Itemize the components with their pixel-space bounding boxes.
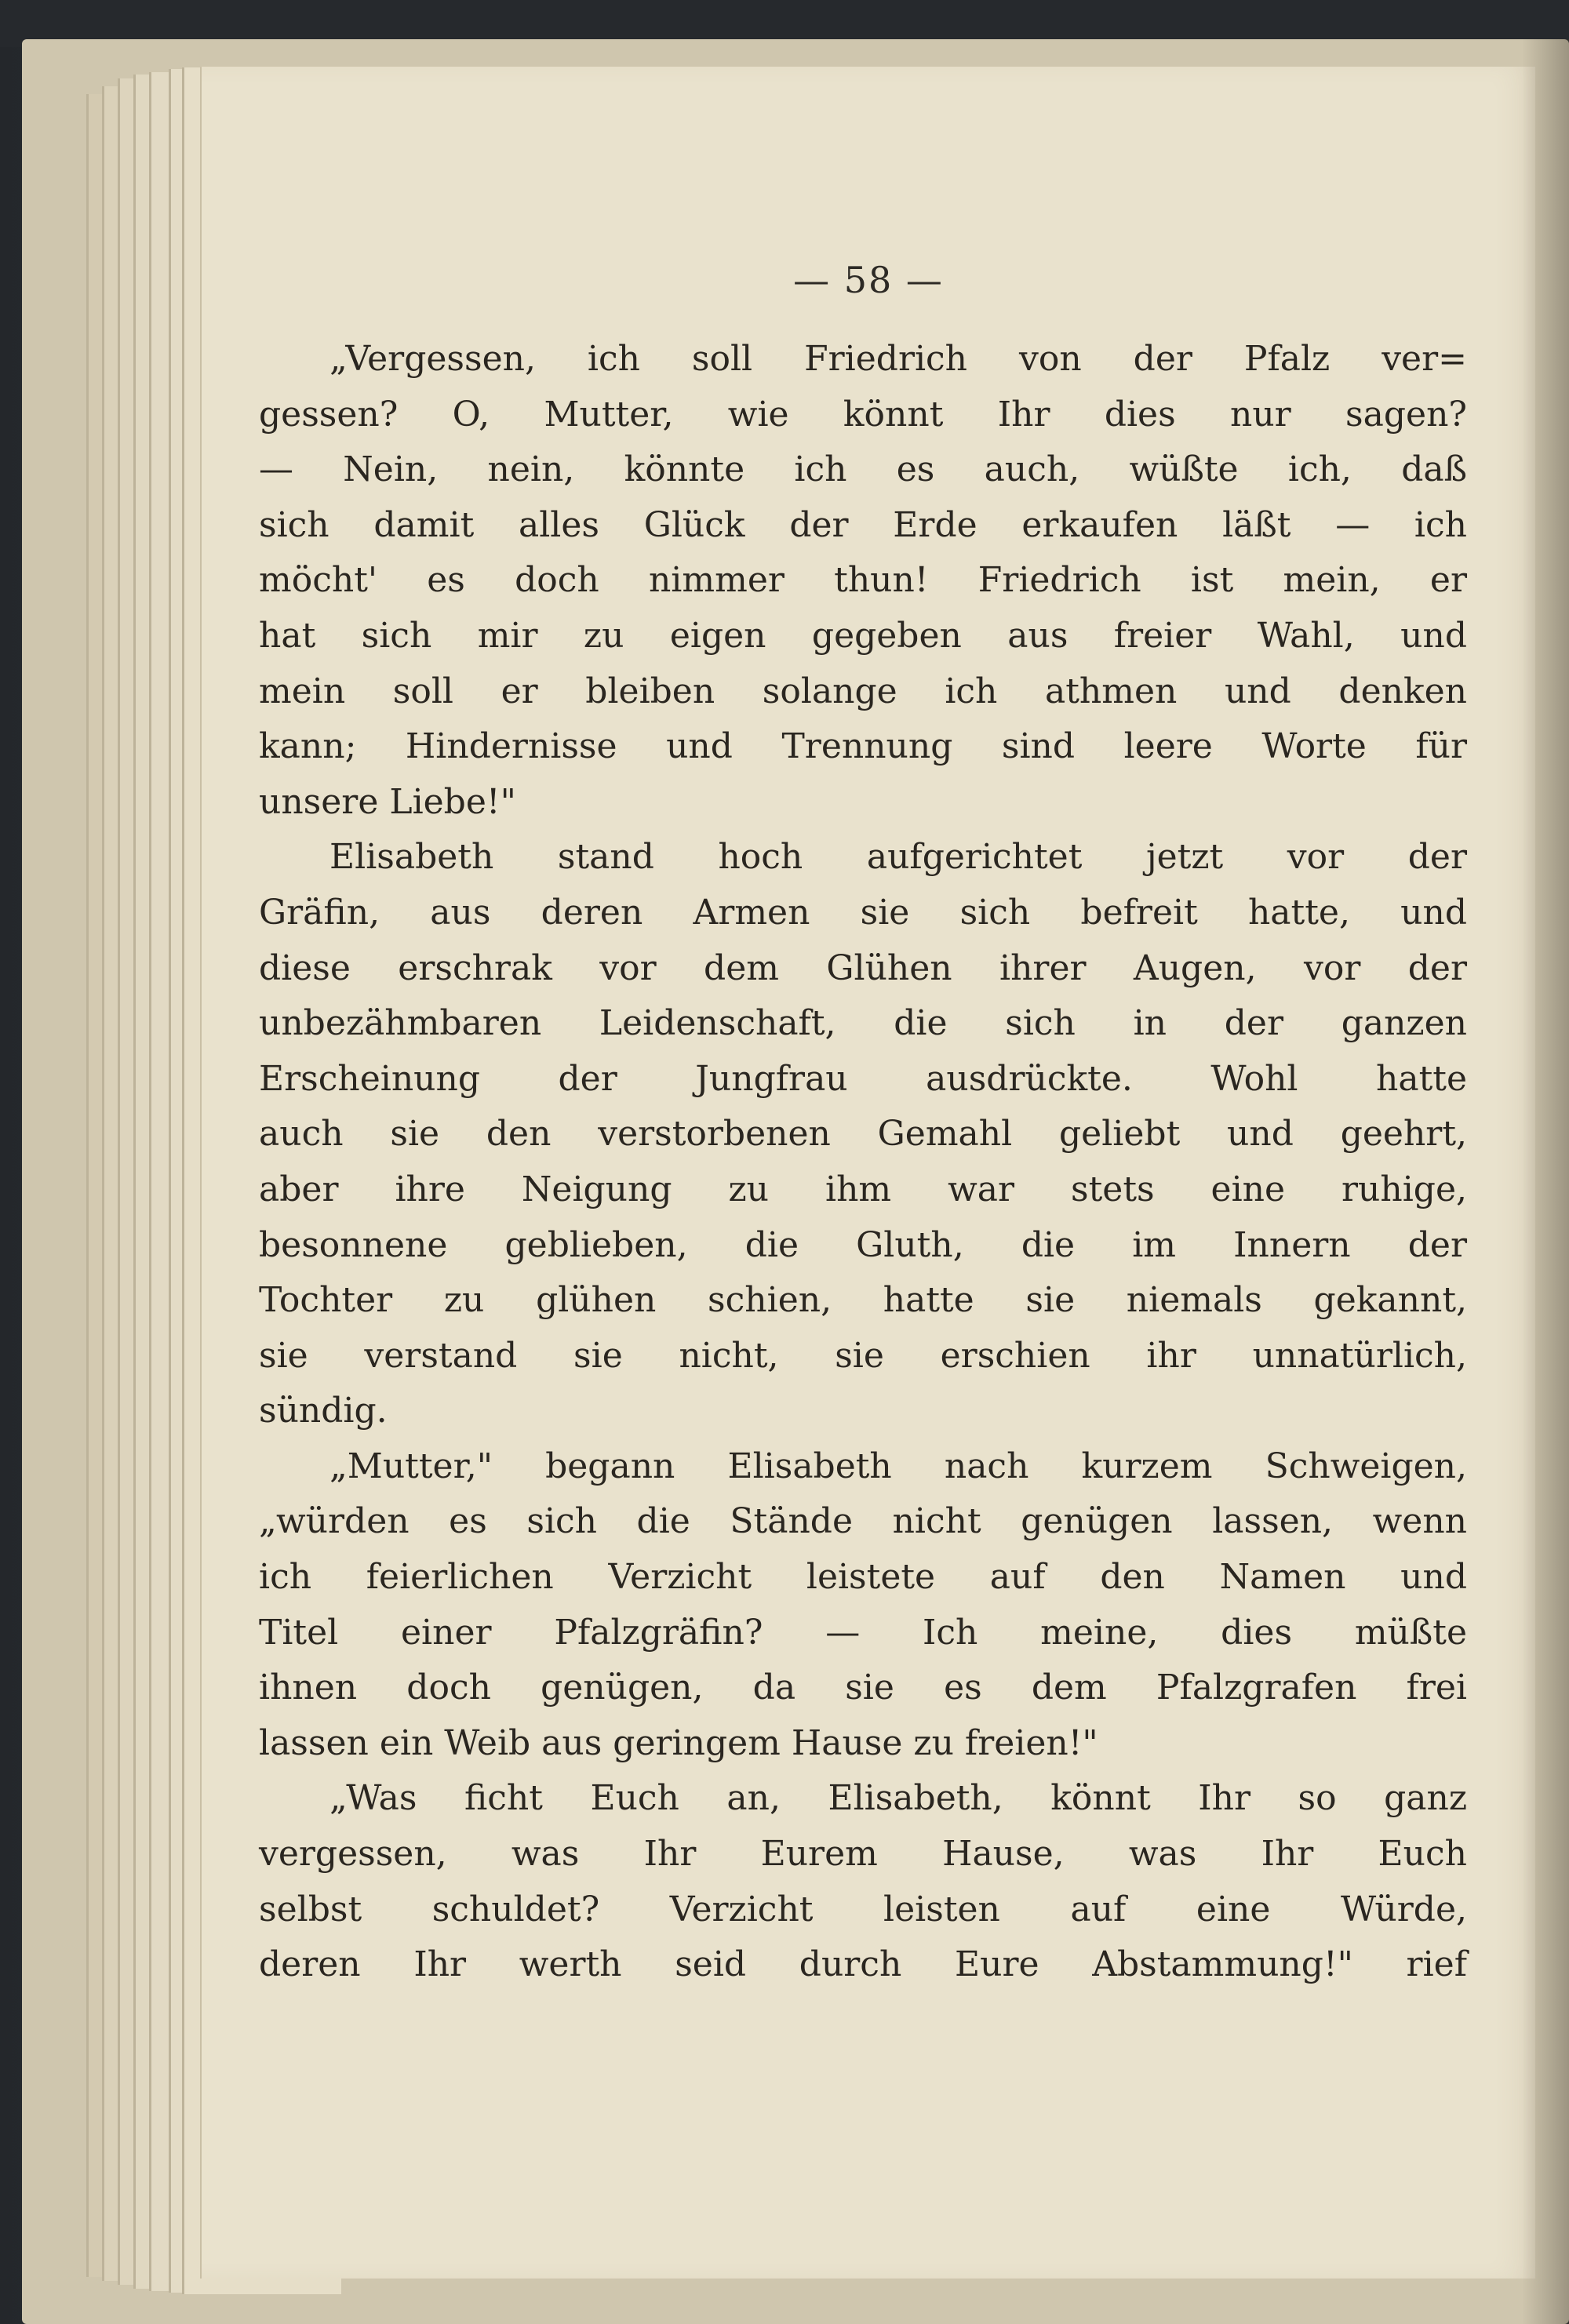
text-line: vergessen, was Ihr Eurem Hause, was Ihr Euch — [259, 1834, 1467, 1875]
text-line: „Mutter," begann Elisabeth nach kurzem Schweigen, — [329, 1446, 1467, 1486]
text-line: sündig. — [259, 1391, 388, 1431]
text-line: deren Ihr werth seid durch Eure Abstammung!" rief — [259, 1944, 1467, 1985]
text-line: Gräfin, aus deren Armen sie sich befreit hatte, und — [259, 892, 1467, 933]
text-line: gessen? O, Mutter, wie könnt Ihr dies nur sagen? — [259, 394, 1467, 435]
text-line: auch sie den verstorbenen Gemahl geliebt und geehrt, — [259, 1114, 1467, 1155]
text-line: unsere Liebe!" — [259, 781, 516, 822]
text-line: — Nein, nein, könnte ich es auch, wüßte ich, daß — [259, 449, 1467, 490]
text-line: Tochter zu glühen schien, hatte sie niemals gekannt, — [259, 1280, 1467, 1321]
right-edge-shadow — [1522, 39, 1569, 2324]
text-line: Elisabeth stand hoch aufgerichtet jetzt vor der — [329, 837, 1467, 878]
text-line: sie verstand sie nicht, sie erschien ihr unnatürlich, — [259, 1335, 1467, 1376]
page-number: — 58 — — [793, 259, 944, 301]
text-line: ich feierlichen Verzicht leistete auf den Namen und — [259, 1557, 1467, 1598]
text-line: unbezähmbaren Leidenschaft, die sich in der ganzen — [259, 1003, 1467, 1044]
text-line: selbst schuldet? Verzicht leisten auf eine Würde, — [259, 1889, 1467, 1929]
text-line: „würden es sich die Stände nicht genügen lassen, wenn — [259, 1501, 1467, 1542]
text-line: mein soll er bleiben solange ich athmen und denken — [259, 671, 1467, 711]
text-line: „Vergessen, ich soll Friedrich von der Pfalz ver= — [329, 339, 1467, 379]
text-line: „Was ficht Euch an, Elisabeth, könnt Ihr so ganz — [329, 1778, 1467, 1819]
text-line: diese erschrak vor dem Glühen ihrer Augen, vor der — [259, 947, 1467, 988]
text-line: kann; Hindernisse und Trennung sind leere Worte für — [259, 726, 1467, 767]
text-line: sich damit alles Glück der Erde erkaufen läßt — ich — [259, 504, 1467, 545]
text-line: Titel einer Pfalzgräfin? — Ich meine, dies müßte — [259, 1612, 1467, 1653]
text-line: lassen ein Weib aus geringem Hause zu freien!" — [259, 1722, 1098, 1763]
text-line: besonnene geblieben, die Gluth, die im Innern der — [259, 1224, 1467, 1265]
text-line: Erscheinung der Jungfrau ausdrückte. Wohl hatte — [259, 1058, 1467, 1099]
text-line: möcht' es doch nimmer thun! Friedrich ist mein, er — [259, 560, 1467, 601]
text-line: aber ihre Neigung zu ihm war stets eine ruhige, — [259, 1169, 1467, 1209]
text-line: hat sich mir zu eigen gegeben aus freier Wahl, und — [259, 615, 1467, 656]
text-line: ihnen doch genügen, da sie es dem Pfalzgrafen frei — [259, 1668, 1467, 1708]
page-body-text — [259, 332, 1467, 1993]
